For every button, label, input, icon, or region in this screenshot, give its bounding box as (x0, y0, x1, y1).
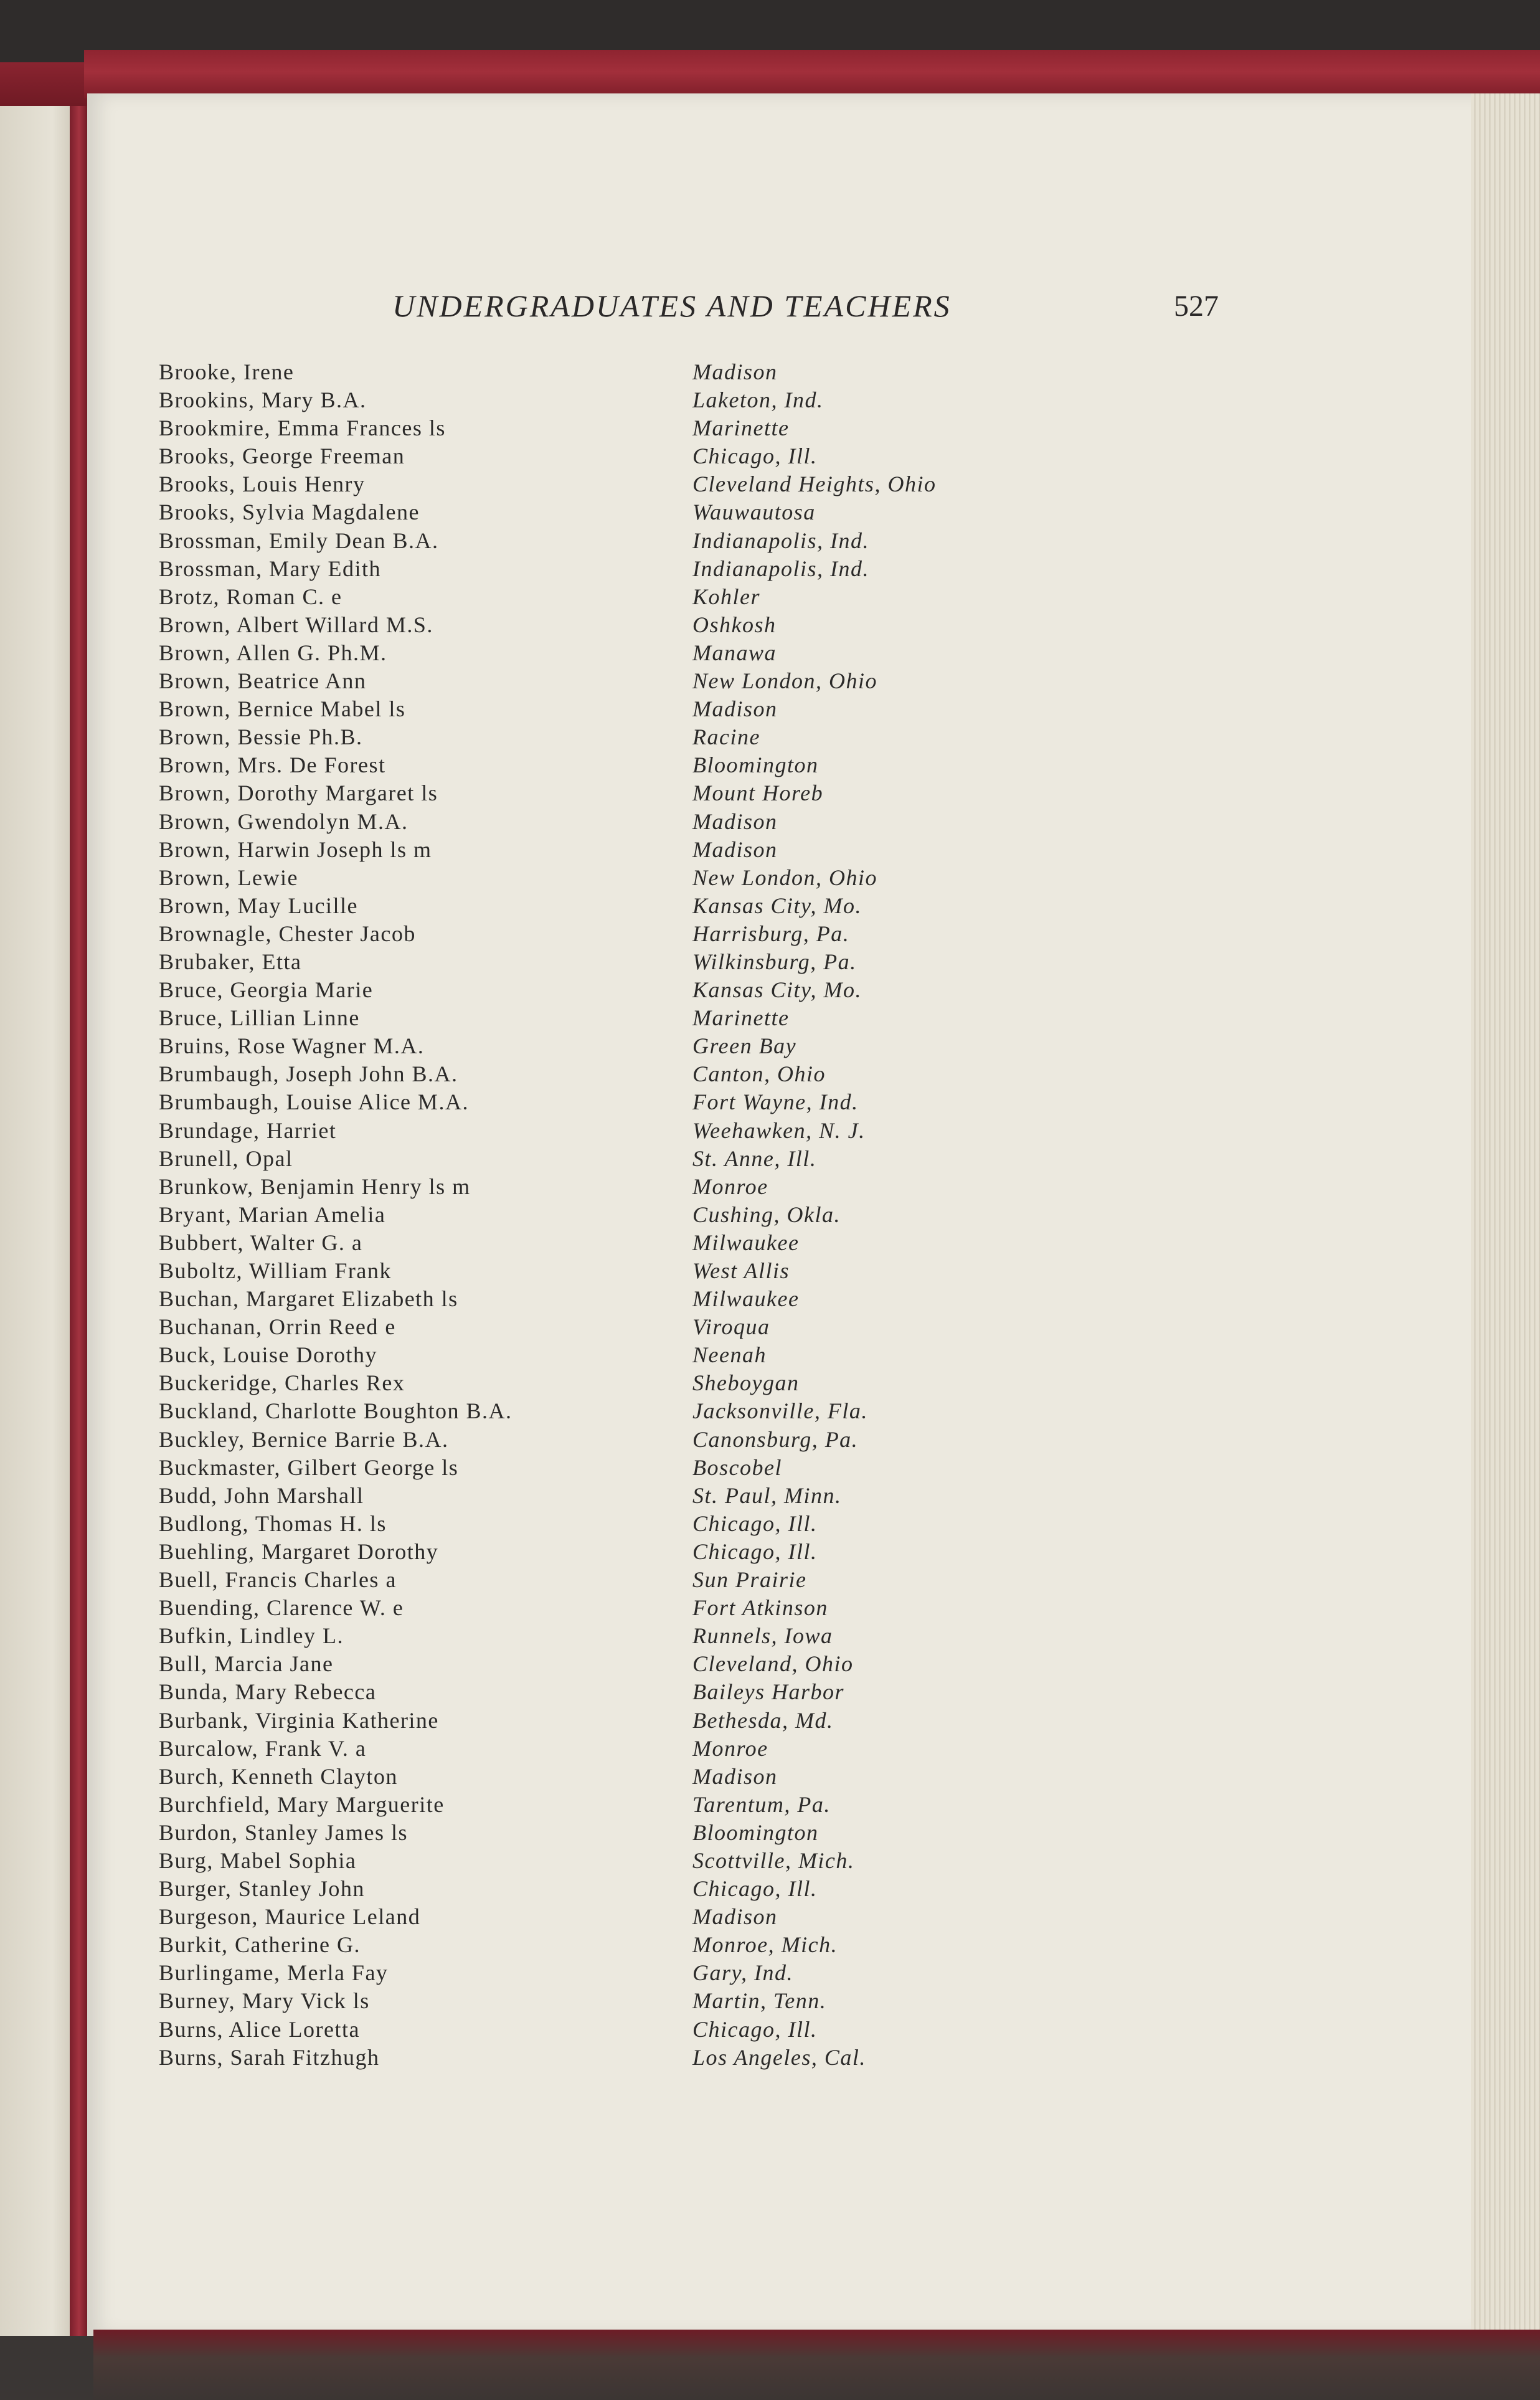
entry-name: Buchan, Margaret Elizabeth ls (159, 1286, 458, 1312)
directory-entry (87, 1060, 1479, 1088)
directory-entry (87, 1510, 1479, 1538)
directory-entry (87, 836, 1479, 864)
entry-place: Marinette (692, 415, 790, 441)
entry-name: Bubbert, Walter G. a (159, 1230, 363, 1255)
entry-name: Brown, Harwin Joseph ls m (159, 837, 432, 862)
directory-entry (87, 1538, 1479, 1566)
directory-entry (87, 1173, 1479, 1201)
directory-entry (87, 723, 1479, 751)
entry-name: Burg, Mabel Sophia (159, 1847, 357, 1873)
directory-entry (87, 1004, 1479, 1032)
entry-name: Brooke, Irene (159, 359, 295, 384)
directory-entry (87, 1791, 1479, 1819)
entry-name: Bryant, Marian Amelia (159, 1202, 386, 1227)
book-cover-left (0, 62, 87, 106)
directory-entry (87, 2016, 1479, 2044)
entry-name: Buell, Francis Charles a (159, 1567, 397, 1593)
entry-place: Chicago, Ill. (692, 1539, 818, 1564)
page-content (87, 93, 1479, 2336)
entry-place: Madison (692, 837, 778, 862)
directory-entry (87, 1426, 1479, 1454)
directory-entry (87, 892, 1479, 920)
directory-entry (87, 1566, 1479, 1594)
entry-name: Brossman, Emily Dean B.A. (159, 528, 439, 553)
entry-name: Burch, Kenneth Clayton (159, 1763, 398, 1789)
entry-name: Brown, Bernice Mabel ls (159, 696, 406, 722)
entry-place: Tarentum, Pa. (692, 1791, 831, 1817)
facing-page-edge (0, 93, 75, 2336)
directory-entry (87, 1145, 1479, 1173)
entry-place: Gary, Ind. (692, 1960, 793, 1986)
directory-entry (87, 1201, 1479, 1229)
entry-name: Buckmaster, Gilbert George ls (159, 1454, 459, 1480)
directory-list (87, 358, 1479, 2072)
entry-place: Madison (692, 809, 778, 834)
directory-entry (87, 976, 1479, 1004)
entry-place: Jacksonville, Fla. (692, 1398, 868, 1424)
entry-place: Milwaukee (692, 1230, 800, 1255)
directory-entry (87, 808, 1479, 836)
directory-entry (87, 1313, 1479, 1341)
entry-name: Burbank, Virginia Katherine (159, 1707, 439, 1733)
entry-place: West Allis (692, 1258, 790, 1283)
entry-place: Madison (692, 1763, 778, 1789)
entry-place: St. Paul, Minn. (692, 1482, 842, 1508)
entry-place: Indianapolis, Ind. (692, 528, 869, 553)
directory-entry (87, 1622, 1479, 1650)
directory-entry (87, 1678, 1479, 1706)
directory-entry (87, 751, 1479, 779)
entry-place: New London, Ohio (692, 865, 878, 890)
directory-entry (87, 1229, 1479, 1257)
entry-place: New London, Ohio (692, 668, 878, 694)
directory-entry (87, 1707, 1479, 1735)
directory-entry (87, 779, 1479, 807)
entry-name: Budd, John Marshall (159, 1482, 364, 1508)
entry-name: Brooks, Sylvia Magdalene (159, 500, 420, 525)
entry-name: Brumbaugh, Joseph John B.A. (159, 1061, 458, 1087)
entry-name: Buckland, Charlotte Boughton B.A. (159, 1398, 513, 1424)
entry-place: Mount Horeb (692, 780, 824, 806)
entry-place: Sheboygan (692, 1370, 800, 1396)
entry-place: Manawa (692, 640, 777, 665)
entry-name: Brooks, George Freeman (159, 443, 405, 469)
entry-place: Cleveland Heights, Ohio (692, 472, 937, 497)
directory-entry (87, 470, 1479, 498)
directory-entry (87, 1369, 1479, 1397)
entry-place: Neenah (692, 1342, 767, 1368)
entry-name: Bruce, Georgia Marie (159, 977, 374, 1003)
entry-name: Brossman, Mary Edith (159, 556, 381, 581)
directory-entry (87, 1482, 1479, 1510)
directory-entry (87, 667, 1479, 695)
directory-entry (87, 527, 1479, 555)
directory-entry (87, 1903, 1479, 1931)
directory-entry (87, 2044, 1479, 2072)
entry-name: Buending, Clarence W. e (159, 1595, 404, 1621)
entry-name: Brumbaugh, Louise Alice M.A. (159, 1089, 469, 1115)
directory-entry (87, 1397, 1479, 1425)
entry-name: Burcalow, Frank V. a (159, 1735, 367, 1761)
entry-place: Chicago, Ill. (692, 2016, 818, 2042)
directory-entry (87, 498, 1479, 526)
entry-name: Buckley, Bernice Barrie B.A. (159, 1426, 449, 1452)
entry-name: Budlong, Thomas H. ls (159, 1511, 387, 1536)
entry-place: Weehawken, N. J. (692, 1117, 866, 1143)
entry-name: Brunell, Opal (159, 1145, 293, 1171)
directory-entry (87, 948, 1479, 976)
directory-entry (87, 695, 1479, 723)
page-header-title: UNDERGRADUATES AND TEACHERS (392, 288, 952, 323)
entry-place: Baileys Harbor (692, 1679, 844, 1705)
directory-entry (87, 1875, 1479, 1903)
entry-name: Buckeridge, Charles Rex (159, 1370, 405, 1396)
directory-entry (87, 358, 1479, 386)
book-spine (70, 81, 88, 2336)
entry-name: Brookins, Mary B.A. (159, 387, 367, 413)
entry-name: Buboltz, William Frank (159, 1258, 392, 1283)
entry-place: Kansas City, Mo. (692, 977, 862, 1003)
book-cover-bottom (93, 2330, 1540, 2400)
entry-place: Runnels, Iowa (692, 1623, 833, 1649)
entry-name: Brown, Mrs. De Forest (159, 752, 386, 778)
entry-name: Brookmire, Emma Frances ls (159, 415, 446, 441)
book-page (87, 93, 1479, 2336)
entry-place: Martin, Tenn. (692, 1988, 827, 2014)
page-number: 527 (1174, 290, 1219, 323)
entry-place: Wilkinsburg, Pa. (692, 949, 857, 974)
entry-name: Burlingame, Merla Fay (159, 1960, 389, 1986)
entry-place: St. Anne, Ill. (692, 1145, 817, 1171)
entry-name: Burchfield, Mary Marguerite (159, 1791, 445, 1817)
entry-name: Brundage, Harriet (159, 1117, 337, 1143)
entry-name: Burgeson, Maurice Leland (159, 1904, 421, 1930)
directory-entry (87, 1819, 1479, 1847)
entry-name: Brown, Beatrice Ann (159, 668, 367, 694)
entry-name: Burney, Mary Vick ls (159, 1988, 370, 2014)
entry-name: Brown, Allen G. Ph.M. (159, 640, 387, 665)
entry-place: Scottville, Mich. (692, 1847, 855, 1873)
entry-name: Brown, May Lucille (159, 893, 358, 918)
entry-place: Monroe (692, 1735, 768, 1761)
entry-name: Bruce, Lillian Linne (159, 1005, 360, 1031)
entry-name: Buchanan, Orrin Reed e (159, 1314, 396, 1340)
entry-name: Bufkin, Lindley L. (159, 1623, 344, 1649)
directory-entry (87, 1847, 1479, 1875)
directory-entry (87, 1088, 1479, 1116)
entry-place: Cleveland, Ohio (692, 1651, 854, 1677)
entry-place: Los Angeles, Cal. (692, 2044, 866, 2070)
entry-name: Brownagle, Chester Jacob (159, 921, 416, 946)
entry-name: Bull, Marcia Jane (159, 1651, 334, 1677)
entry-place: Milwaukee (692, 1286, 800, 1312)
directory-entry (87, 1341, 1479, 1369)
directory-entry (87, 414, 1479, 442)
directory-entry (87, 1763, 1479, 1791)
entry-place: Canonsburg, Pa. (692, 1426, 859, 1452)
entry-name: Burdon, Stanley James ls (159, 1819, 408, 1845)
entry-place: Madison (692, 1904, 778, 1930)
directory-entry (87, 386, 1479, 414)
directory-entry (87, 1257, 1479, 1285)
directory-entry (87, 1454, 1479, 1482)
entry-name: Brown, Albert Willard M.S. (159, 612, 433, 637)
entry-place: Harrisburg, Pa. (692, 921, 850, 946)
directory-entry (87, 1735, 1479, 1763)
entry-place: Madison (692, 696, 778, 722)
entry-place: Boscobel (692, 1454, 782, 1480)
entry-place: Racine (692, 724, 760, 750)
entry-place: Bloomington (692, 752, 819, 778)
entry-name: Burns, Alice Loretta (159, 2016, 360, 2042)
entry-name: Bunda, Mary Rebecca (159, 1679, 377, 1705)
directory-entry (87, 1117, 1479, 1145)
directory-entry (87, 864, 1479, 892)
entry-place: Green Bay (692, 1033, 797, 1059)
entry-place: Bethesda, Md. (692, 1707, 834, 1733)
entry-place: Oshkosh (692, 612, 777, 637)
entry-name: Burger, Stanley John (159, 1876, 365, 1902)
entry-name: Burns, Sarah Fitzhugh (159, 2044, 380, 2070)
entry-name: Buck, Louise Dorothy (159, 1342, 377, 1368)
entry-place: Wauwautosa (692, 500, 816, 525)
directory-entry (87, 1032, 1479, 1060)
entry-place: Fort Atkinson (692, 1595, 828, 1621)
entry-place: Indianapolis, Ind. (692, 556, 869, 581)
entry-place: Sun Prairie (692, 1567, 807, 1593)
directory-entry (87, 1650, 1479, 1678)
entry-name: Bruins, Rose Wagner M.A. (159, 1033, 425, 1059)
directory-entry (87, 1987, 1479, 2015)
entry-name: Brown, Lewie (159, 865, 298, 890)
entry-name: Brown, Gwendolyn M.A. (159, 809, 409, 834)
directory-entry (87, 442, 1479, 470)
entry-name: Brooks, Louis Henry (159, 472, 366, 497)
entry-place: Cushing, Okla. (692, 1202, 841, 1227)
entry-place: Fort Wayne, Ind. (692, 1089, 859, 1115)
directory-entry (87, 639, 1479, 667)
directory-entry (87, 611, 1479, 639)
directory-entry (87, 1594, 1479, 1622)
entry-place: Chicago, Ill. (692, 1511, 818, 1536)
entry-name: Brown, Bessie Ph.B. (159, 724, 363, 750)
entry-place: Kansas City, Mo. (692, 893, 862, 918)
entry-place: Laketon, Ind. (692, 387, 824, 413)
directory-entry (87, 1285, 1479, 1313)
entry-place: Chicago, Ill. (692, 1876, 818, 1902)
directory-entry (87, 920, 1479, 948)
directory-entry (87, 583, 1479, 611)
directory-entry (87, 1959, 1479, 1987)
entry-place: Bloomington (692, 1819, 819, 1845)
entry-place: Monroe (692, 1174, 768, 1199)
entry-name: Brotz, Roman C. e (159, 584, 342, 609)
entry-name: Brown, Dorothy Margaret ls (159, 780, 438, 806)
entry-name: Buehling, Margaret Dorothy (159, 1539, 439, 1564)
entry-place: Madison (692, 359, 778, 384)
entry-name: Brubaker, Etta (159, 949, 302, 974)
entry-place: Canton, Ohio (692, 1061, 826, 1087)
entry-place: Viroqua (692, 1314, 770, 1340)
directory-entry (87, 555, 1479, 583)
entry-place: Marinette (692, 1005, 790, 1031)
entry-name: Burkit, Catherine G. (159, 1932, 361, 1958)
book-cover-top (84, 50, 1540, 98)
entry-place: Chicago, Ill. (692, 443, 818, 469)
directory-entry (87, 1931, 1479, 1959)
entry-place: Kohler (692, 584, 761, 609)
page-stack-edges (1471, 93, 1540, 2336)
entry-name: Brunkow, Benjamin Henry ls m (159, 1174, 471, 1199)
entry-place: Monroe, Mich. (692, 1932, 838, 1958)
